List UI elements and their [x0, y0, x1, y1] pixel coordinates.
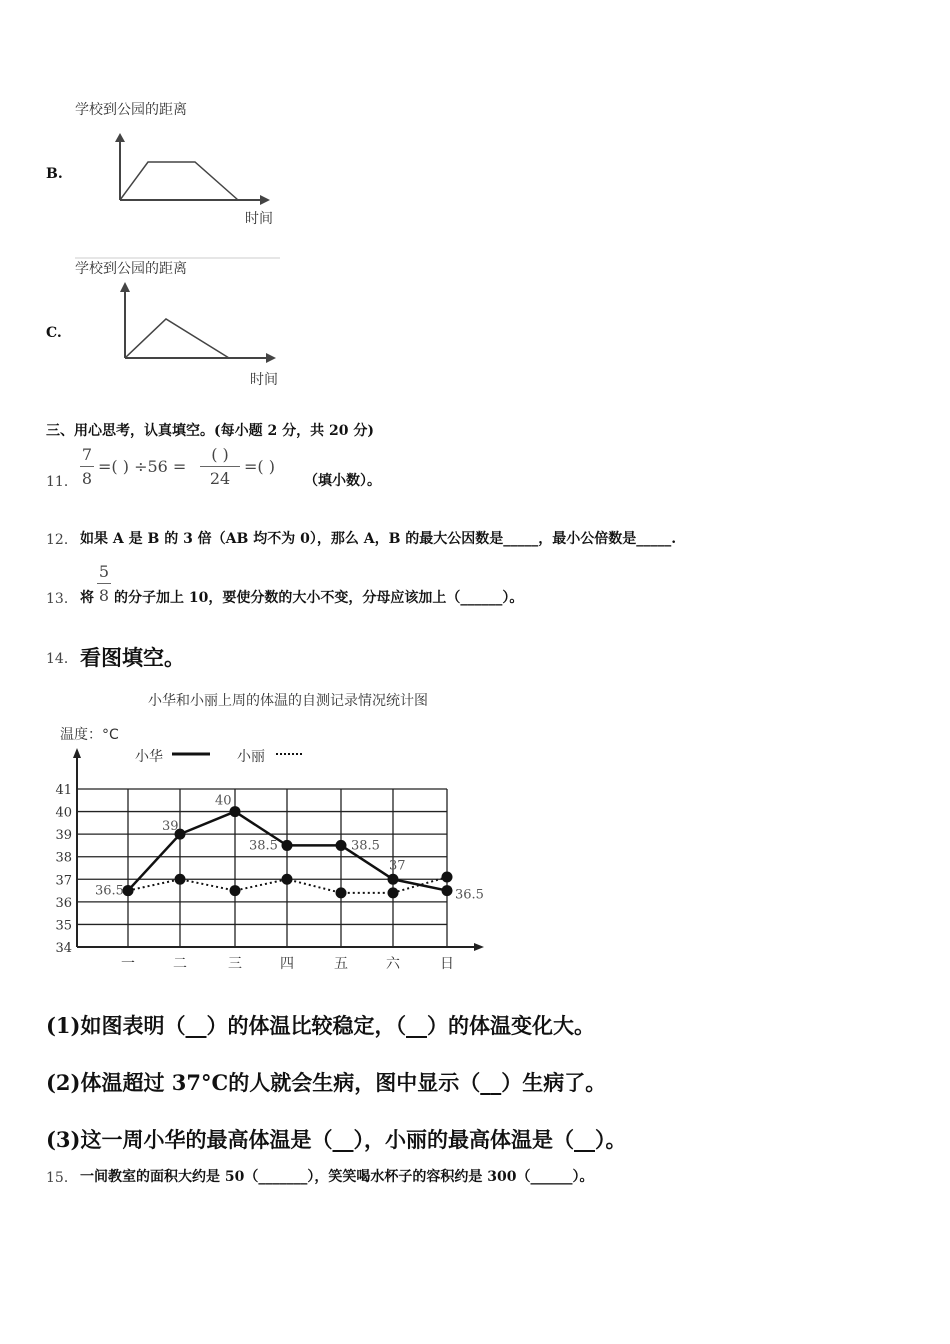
q11-number: 11．: [46, 474, 78, 490]
data-point-xiaoli: [336, 887, 347, 898]
q12-text: 如果 A 是 B 的 3 倍（AB 均不为 0），那么 A，B 的最大公因数是_____，最小公倍数是_____.: [80, 531, 677, 547]
y-tick-label: 41: [55, 783, 72, 798]
y-axis-arrow: [73, 748, 81, 758]
option-b-ylabel: 学校到公园的距离: [75, 102, 187, 118]
q14-sub2: (2)体温超过 37°C的人就会生病，图中显示（__）生病了。: [46, 1070, 607, 1095]
q13-text: 的分子加上 10，要使分数的大小不变，分母应该加上（______）。: [114, 590, 524, 606]
denominator: 8: [81, 469, 93, 488]
data-label: 40: [215, 793, 232, 809]
denominator: 8: [98, 586, 110, 605]
y-tick-label: 36: [55, 895, 72, 911]
q14-title: 看图填空。: [80, 645, 185, 670]
q11-expr2: =( ): [244, 457, 275, 476]
data-label: 36.5: [95, 883, 124, 899]
option-b-xlabel: 时间: [245, 211, 273, 227]
y-tick-label: 35: [55, 918, 72, 934]
option-c-ylabel: 学校到公园的距离: [75, 261, 187, 277]
x-tick-label: 四: [280, 956, 294, 972]
q11-expr1: =( ) ÷56 =: [98, 457, 187, 476]
x-axis-arrow: [474, 943, 484, 951]
chart-title: 小华和小丽上周的体温的自测记录情况统计图: [148, 693, 428, 709]
legend-xiaohua-label: 小华: [135, 749, 163, 765]
data-label: 36.5: [455, 887, 484, 903]
data-point-xiaoli: [282, 874, 293, 885]
q15-text: 一间教室的面积大约是 50（_______），笑笑喝水杯子的容积约是 300（______）。: [80, 1169, 594, 1185]
y-tick-label: 34: [55, 941, 72, 956]
data-label: 38.5: [351, 838, 380, 854]
y-tick-label: 38: [55, 850, 72, 866]
data-point-xiaoli: [442, 872, 453, 883]
y-tick-label: 40: [55, 805, 72, 821]
numerator: ( ): [211, 445, 229, 464]
x-tick-label: 二: [173, 956, 187, 972]
option-c-xlabel: 时间: [250, 372, 278, 388]
section-heading: 三、用心思考，认真填空。(每小题 2 分，共 20 分): [46, 423, 374, 439]
x-tick-label: 三: [228, 956, 242, 972]
x-tick-label: 一: [121, 956, 135, 972]
y-tick-label: 39: [55, 828, 72, 844]
data-point-xiaoli: [123, 885, 134, 896]
denominator: 24: [209, 469, 231, 488]
option-b-label: B.: [46, 166, 63, 182]
x-tick-label: 五: [334, 956, 348, 972]
data-label: 37: [389, 858, 406, 874]
data-point-xiaohua: [282, 840, 293, 851]
numerator: 7: [81, 445, 93, 464]
data-label: 38.5: [249, 838, 278, 854]
data-point-xiaohua: [388, 874, 399, 885]
data-point-xiaoli: [230, 885, 241, 896]
data-point-xiaohua: [336, 840, 347, 851]
q15-number: 15．: [46, 1170, 78, 1186]
data-label: 39: [162, 819, 179, 835]
y-tick-label: 37: [55, 873, 72, 889]
x-tick-label: 六: [386, 956, 400, 972]
q14-number: 14．: [46, 651, 78, 667]
data-point-xiaoli: [388, 887, 399, 898]
chart-ylabel: 温度：°C: [60, 727, 119, 743]
x-tick-label: 日: [440, 956, 454, 972]
option-c-label: C.: [46, 325, 62, 341]
q14-sub1: (1)如图表明（__）的体温比较稳定，（__）的体温变化大。: [46, 1013, 595, 1038]
data-point-xiaoli: [175, 874, 186, 885]
q11-note: （填小数）。: [304, 473, 381, 489]
q14-sub3: (3)这一周小华的最高体温是（__），小丽的最高体温是（__）。: [46, 1127, 627, 1152]
numerator: 5: [98, 562, 110, 581]
q12-number: 12．: [46, 532, 78, 548]
legend-xiaoli-label: 小丽: [237, 749, 265, 765]
data-point-xiaohua: [442, 885, 453, 896]
q13-number: 13．: [46, 591, 78, 607]
q13-prefix: 将: [80, 590, 94, 606]
